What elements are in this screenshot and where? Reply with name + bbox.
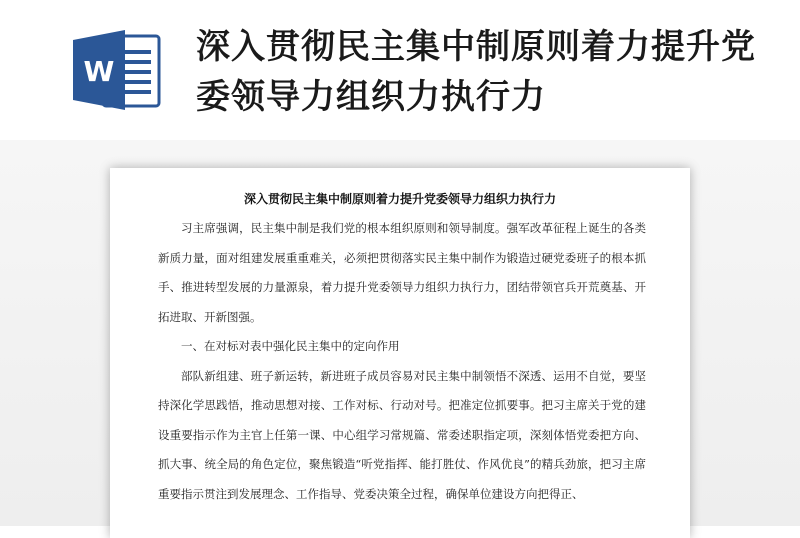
document-page: [110, 168, 690, 538]
document-body: [158, 214, 646, 509]
word-icon: [73, 30, 165, 110]
banner-title: 深入贯彻民主集中制原则着力提升党委领导力组织力执行力: [196, 27, 756, 117]
banner-header: [0, 0, 800, 140]
section-heading: 一、在对标对表中强化民主集中的定向作用: [181, 339, 400, 353]
paragraph-section-1: 部队新组建、班子新运转，新进班子成员容易对民主集中制领悟不深透、运用不自觉，要坚持深化学思践悟，推动思想对接、工作对标、行动对号。把准定位抓要事。把习主席关于党的建设重要指示作为主官上任第一课、中心组学习常规篇、常委述职指定项，深刻体悟党委把方向、抓大事、统全局的角色定位，聚焦锻造“听党指挥、能打胜仗、作风优良”的精兵劲旅，把习主席重要指示贯注到发展理念、工作指导、党委决策全过程，确保单位建设方向把得正、: [158, 368, 646, 501]
document-title: 深入贯彻民主集中制原则着力提升党委领导力组织力执行力: [243, 192, 556, 206]
word-icon-letter: W: [83, 55, 115, 88]
paragraph-intro: 习主席强调，民主集中制是我们党的根本组织原则和领导制度。强军改革征程上诞生的各类新质力量，面对组建发展重重难关，必须把贯彻落实民主集中制作为锻造过硬党委班子的根本抓手、推进转型发展的力量源泉，着力提升党委领导力组织力执行力，团结带领官兵开荒奠基、开拓进取、开新图强。: [158, 221, 646, 324]
